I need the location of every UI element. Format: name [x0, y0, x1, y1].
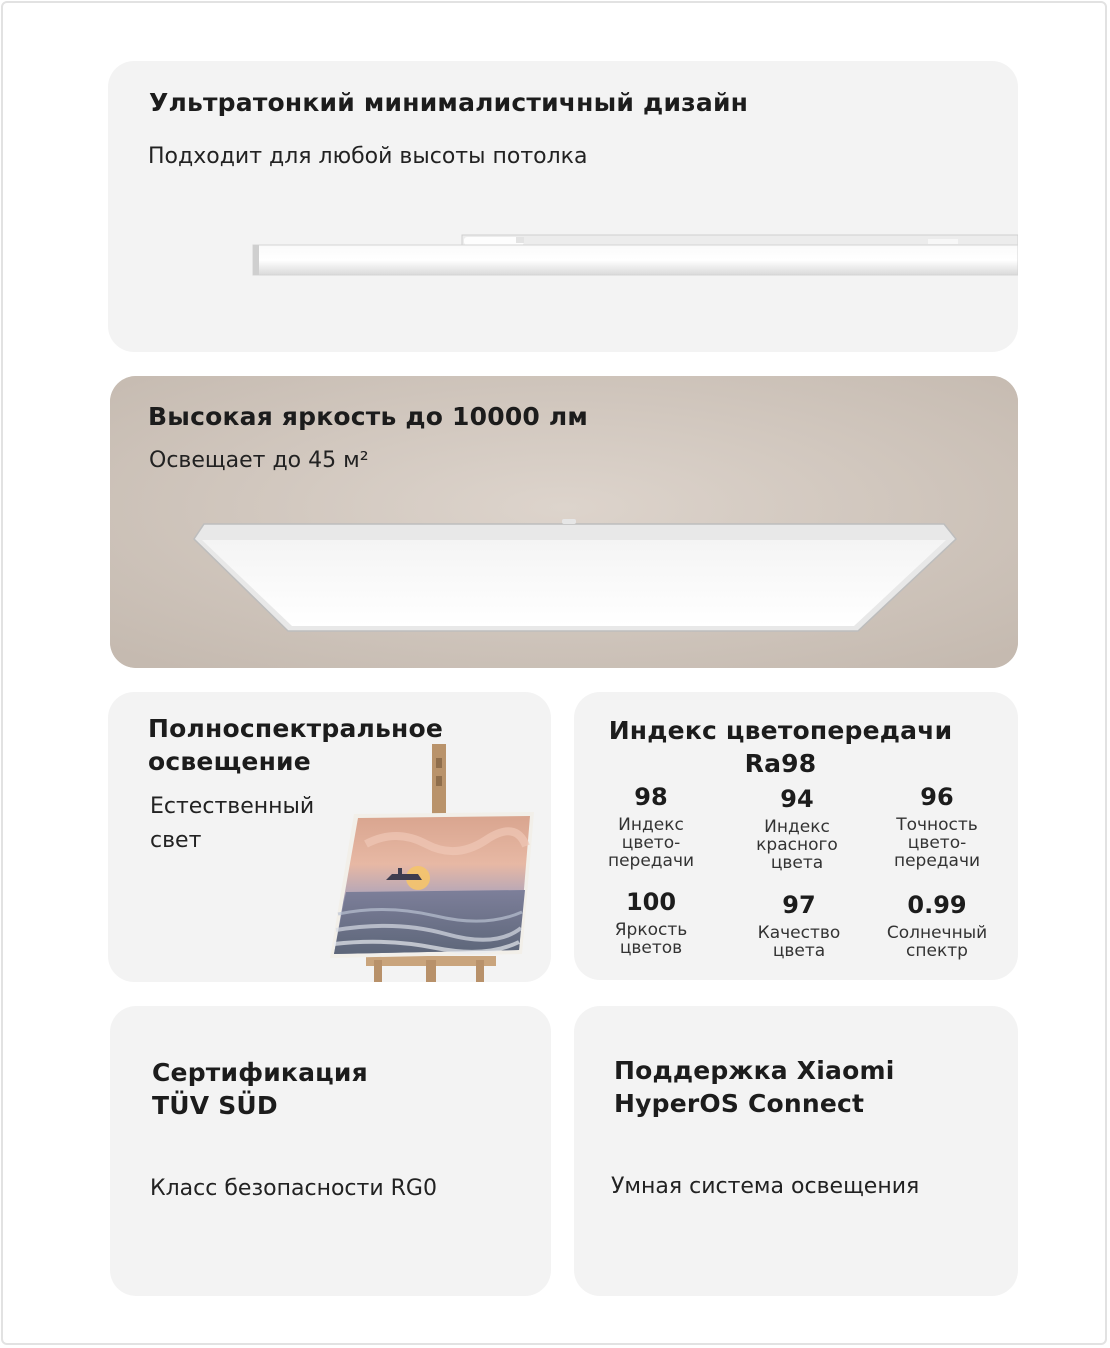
lamp-side-profile-image: [108, 61, 1018, 352]
card-subtitle: Естественный свет: [150, 794, 315, 853]
card-title: Поддержка Xiaomi HyperOS Connect: [614, 1056, 895, 1118]
feature-card-certification: [110, 1006, 551, 1296]
metric-label: Солнечный спектр: [886, 923, 988, 961]
feature-card-thin-design: [108, 61, 1018, 352]
metric-value: 94: [780, 785, 814, 813]
metric-value: 0.99: [907, 891, 967, 919]
metric-value: 98: [634, 783, 668, 811]
metric-value: 96: [920, 783, 954, 811]
metric-label: Индекс красного цвета: [756, 817, 838, 873]
metric-label: Яркость цветов: [614, 920, 688, 958]
feature-card-full-spectrum: [108, 692, 551, 982]
card-subtitle: Умная система освещения: [611, 1174, 920, 1199]
metric-color-quality: [724, 890, 874, 960]
card-title: Сертификация TÜV SÜD: [152, 1058, 368, 1120]
card-subtitle: Подходит для любой высоты потолка: [148, 144, 588, 169]
feature-card-color-rendering: [574, 692, 1018, 980]
metric-solar-spectrum: [862, 890, 1012, 960]
card-subtitle: Класс безопасности RG0: [150, 1176, 437, 1201]
easel-painting-image: [326, 744, 551, 982]
metric-color-brightness: [576, 887, 726, 957]
feature-card-brightness: [110, 376, 1018, 668]
metric-value: 100: [625, 888, 677, 916]
metric-label: Индекс цвето- передачи: [607, 815, 695, 871]
feature-card-hyperos: [574, 1006, 1018, 1296]
card-title: Высокая яркость до 10000 лм: [148, 402, 589, 431]
card-title: Полноспектральное освещение: [148, 714, 444, 776]
metric-red-index: [722, 784, 872, 872]
metric-color-accuracy: [862, 782, 1012, 870]
metric-value: 97: [782, 891, 816, 919]
metric-label: Точность цвето- передачи: [893, 815, 981, 871]
card-subtitle: Освещает до 45 м²: [149, 448, 369, 473]
card-title: Ультратонкий минималистичный дизайн: [149, 88, 749, 117]
metric-label: Качество цвета: [757, 923, 841, 961]
metric-cri: [576, 782, 726, 870]
card-title: Индекс цветопередачи Ra98: [608, 716, 953, 778]
